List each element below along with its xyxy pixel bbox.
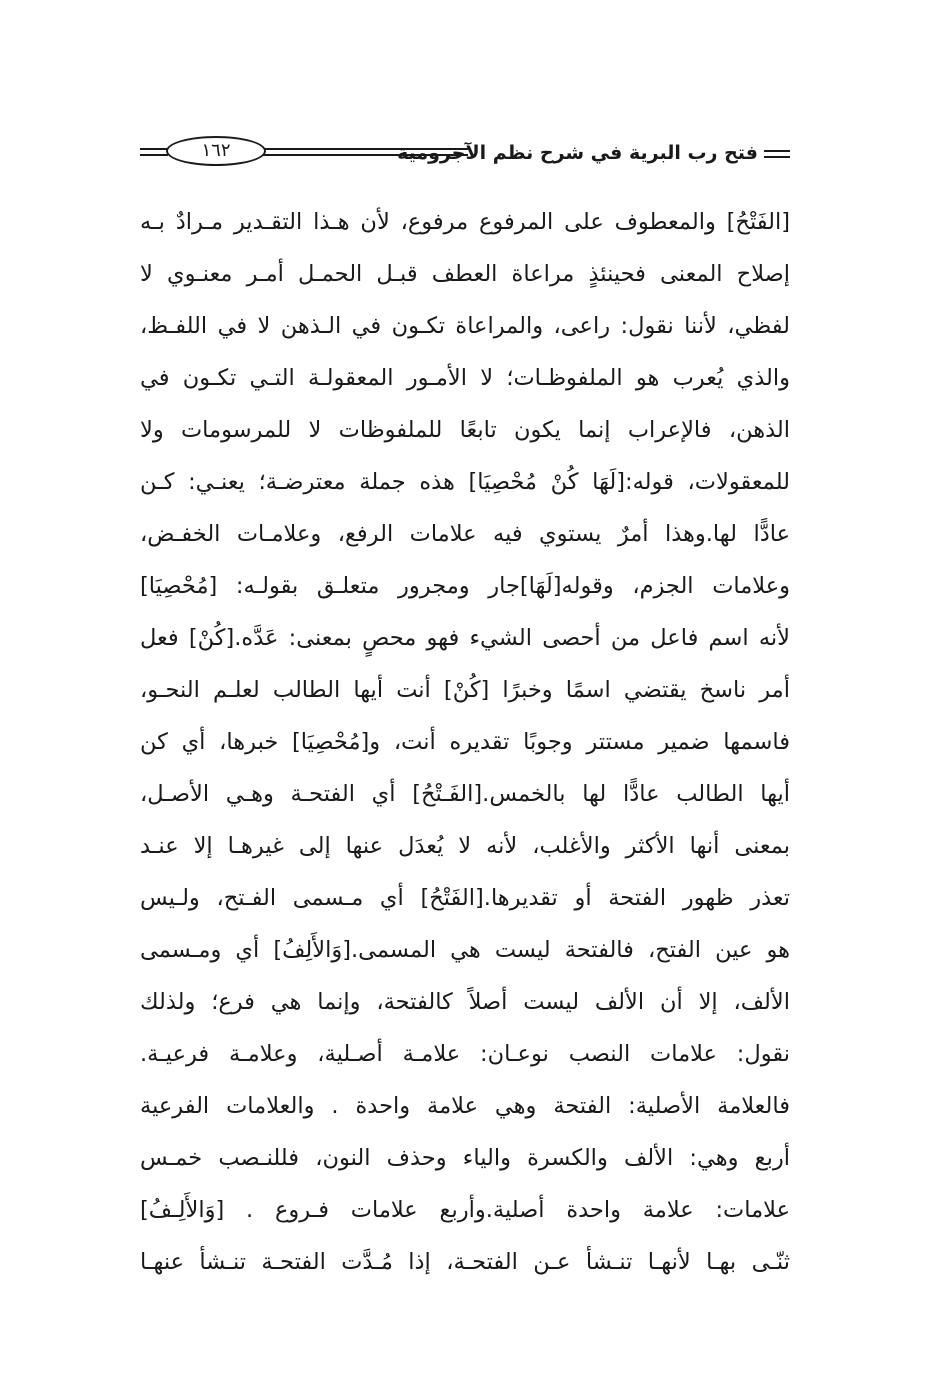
text-line: أربع وهي: الألف والكسرة والياء وحذف النون، فللنـصب خمـس	[140, 1145, 790, 1171]
text-line: فالعلامة الأصلية: الفتحة وهي علامة واحدة . والعلامات الفرعية	[140, 1093, 790, 1119]
text-line: لأنه اسم فاعل من أحصى الشيء فهو محصٍ بمعنى: عَدَّه.[كُنْ] فعل	[140, 625, 790, 651]
text-line: وعلامات الجزم، وقوله[لَهَا]جار ومجرور متعلـق بقولـه: [مُحْصِيَا]	[140, 573, 790, 599]
header-rule-left	[140, 148, 168, 156]
text-line: فاسمها ضمير مستتر وجوبًا تقديره أنت، و[مُحْصِيَا] خبرها، أي كن	[140, 729, 790, 755]
text-line: نقول: علامات النصب نوعـان: علامـة أصـلية، وعلامـة فرعيـة.	[140, 1041, 790, 1067]
header-ornament	[764, 150, 790, 158]
header-rule	[262, 148, 468, 156]
text-line: تعذر ظهور الفتحة أو تقديرها.[الفَتْحُ] أي مـسمى الفـتح، ولـيس	[140, 885, 790, 911]
text-line: هو عين الفتح، فالفتحة ليست هي المسمى.[وَالأَلِفُ] أي ومـسمى	[140, 937, 790, 963]
text-line: إصلاح المعنى فحينئذٍ مراعاة العطف قبـل الحمـل أمـر معنـوي لا	[140, 261, 790, 287]
text-line: أيها الطالب عادًّا لها بالخمس.[الفَـتْحُ] أي الفتحـة وهـي الأصـل،	[140, 781, 790, 807]
text-line: [الفَتْحُ] والمعطوف على المرفوع مرفوع، لأن هـذا التقـدير مـرادٌ بـه	[140, 209, 790, 235]
text-line: الذهن، فالإعراب إنما يكون تابعًا للملفوظات لا للمرسومات ولا	[140, 417, 790, 443]
text-line: علامات: علامة واحدة أصلية.وأربع علامات فـروع . [وَالأَلِـفُ]	[140, 1197, 790, 1223]
text-line: الألف، إلا أن الألف ليست أصلاً كالفتحة، وإنما هي فرع؛ ولذلك	[140, 989, 790, 1015]
running-header	[140, 138, 790, 182]
page-number: ١٦٢	[166, 136, 266, 166]
text-line: عادًّا لها.وهذا أمرٌ يستوي فيه علامات الرفع، وعلامـات الخفـض،	[140, 521, 790, 547]
text-line: لفظي، لأننا نقول: راعى، والمراعاة تكـون في الـذهن لا في اللفـظ،	[140, 313, 790, 339]
text-line: للمعقولات، قوله:[لَهَا كُنْ مُحْصِيَا] هذه جملة معترضـة؛ يعنـي: كـن	[140, 469, 790, 495]
text-line: والذي يُعرب هو الملفوظـات؛ لا الأمـور المعقولـة التـي تكـون في	[140, 365, 790, 391]
text-line: بمعنى أنها الأكثر والأغلب، لأنه لا يُعدَل عنها إلى غيرهـا إلا عنـد	[140, 833, 790, 859]
book-title: فتح رب البرية في شرح نظم الآجرومية	[397, 142, 758, 164]
page-body	[140, 196, 790, 1288]
text-line: ثنّـى بهـا لأنهـا تنـشأ عـن الفتحـة، إذا مُـدَّت الفتحـة تنـشأ عنهـا	[140, 1249, 790, 1275]
text-line: أمر ناسخ يقتضي اسمًا وخبرًا [كُنْ] أنت أيها الطالب لعلـم النحـو،	[140, 677, 790, 703]
